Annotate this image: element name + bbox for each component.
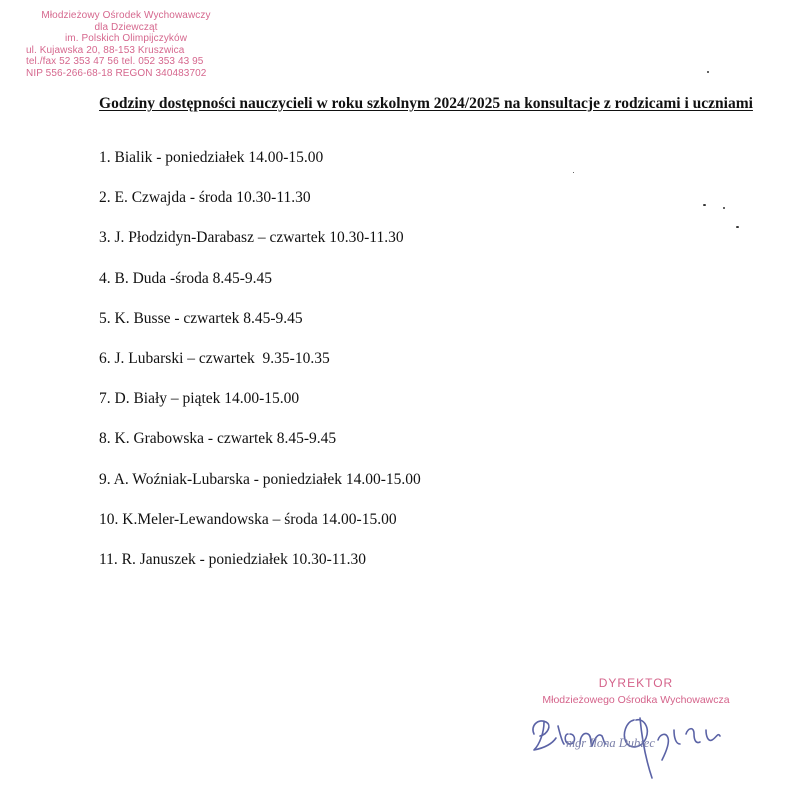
director-signature-block xyxy=(516,676,746,786)
institution-stamp xyxy=(26,10,226,79)
stamp-line-address: ul. Kujawska 20, 88-153 Kruszwica xyxy=(26,44,185,56)
list-item: 11. R. Januszek - poniedziałek 10.30-11.30 xyxy=(99,550,367,568)
stamp-line-institution: Młodzieżowy Ośrodek Wychowawczy xyxy=(41,10,211,21)
stamp-line-nip-regon: NIP 556-266-68-18 REGON 340483702 xyxy=(26,67,207,79)
list-item: 9. A. Woźniak-Lubarska - poniedziałek 14.00-15.00 xyxy=(99,470,421,488)
scan-speck xyxy=(573,172,574,173)
list-item: 2. E. Czwajda - środa 10.30-11.30 xyxy=(99,189,311,207)
scan-speck xyxy=(707,71,709,73)
document-heading: Godziny dostępności nauczycieli w roku szkolnym 2024/2025 na konsultacje z rodzicami i uczniami xyxy=(99,95,753,112)
list-item: 7. D. Biały – piątek 14.00-15.00 xyxy=(99,390,300,408)
scan-speck xyxy=(736,226,739,228)
director-stamp-title: DYREKTOR xyxy=(598,676,674,690)
scan-speck xyxy=(723,207,725,209)
director-name: mgr Ilona Dubiec xyxy=(566,736,655,750)
teacher-hours-list xyxy=(99,148,421,590)
scan-speck xyxy=(703,204,706,206)
stamp-line-patron: im. Polskich Olimpijczyków xyxy=(64,33,188,44)
list-item: 1. Bialik - poniedziałek 14.00-15.00 xyxy=(99,149,324,166)
director-stamp-subtitle: Młodzieżowego Ośrodka Wychowawcza xyxy=(542,694,730,706)
stamp-line-phone: tel./fax 52 353 47 56 tel. 052 353 43 95 xyxy=(26,56,204,67)
list-item: 3. J. Płodzidyn-Darabasz – czwartek 10.30-11.30 xyxy=(99,229,404,247)
stamp-line-target-group: dla Dziewcząt xyxy=(94,21,158,33)
list-item: 4. B. Duda -środa 8.45-9.45 xyxy=(99,269,273,287)
list-item: 8. K. Grabowska - czwartek 8.45-9.45 xyxy=(99,430,337,448)
list-item: 5. K. Busse - czwartek 8.45-9.45 xyxy=(99,309,303,327)
list-item: 6. J. Lubarski – czwartek 9.35-10.35 xyxy=(99,349,330,367)
list-item: 10. K.Meler-Lewandowska – środa 14.00-15.00 xyxy=(99,510,397,528)
